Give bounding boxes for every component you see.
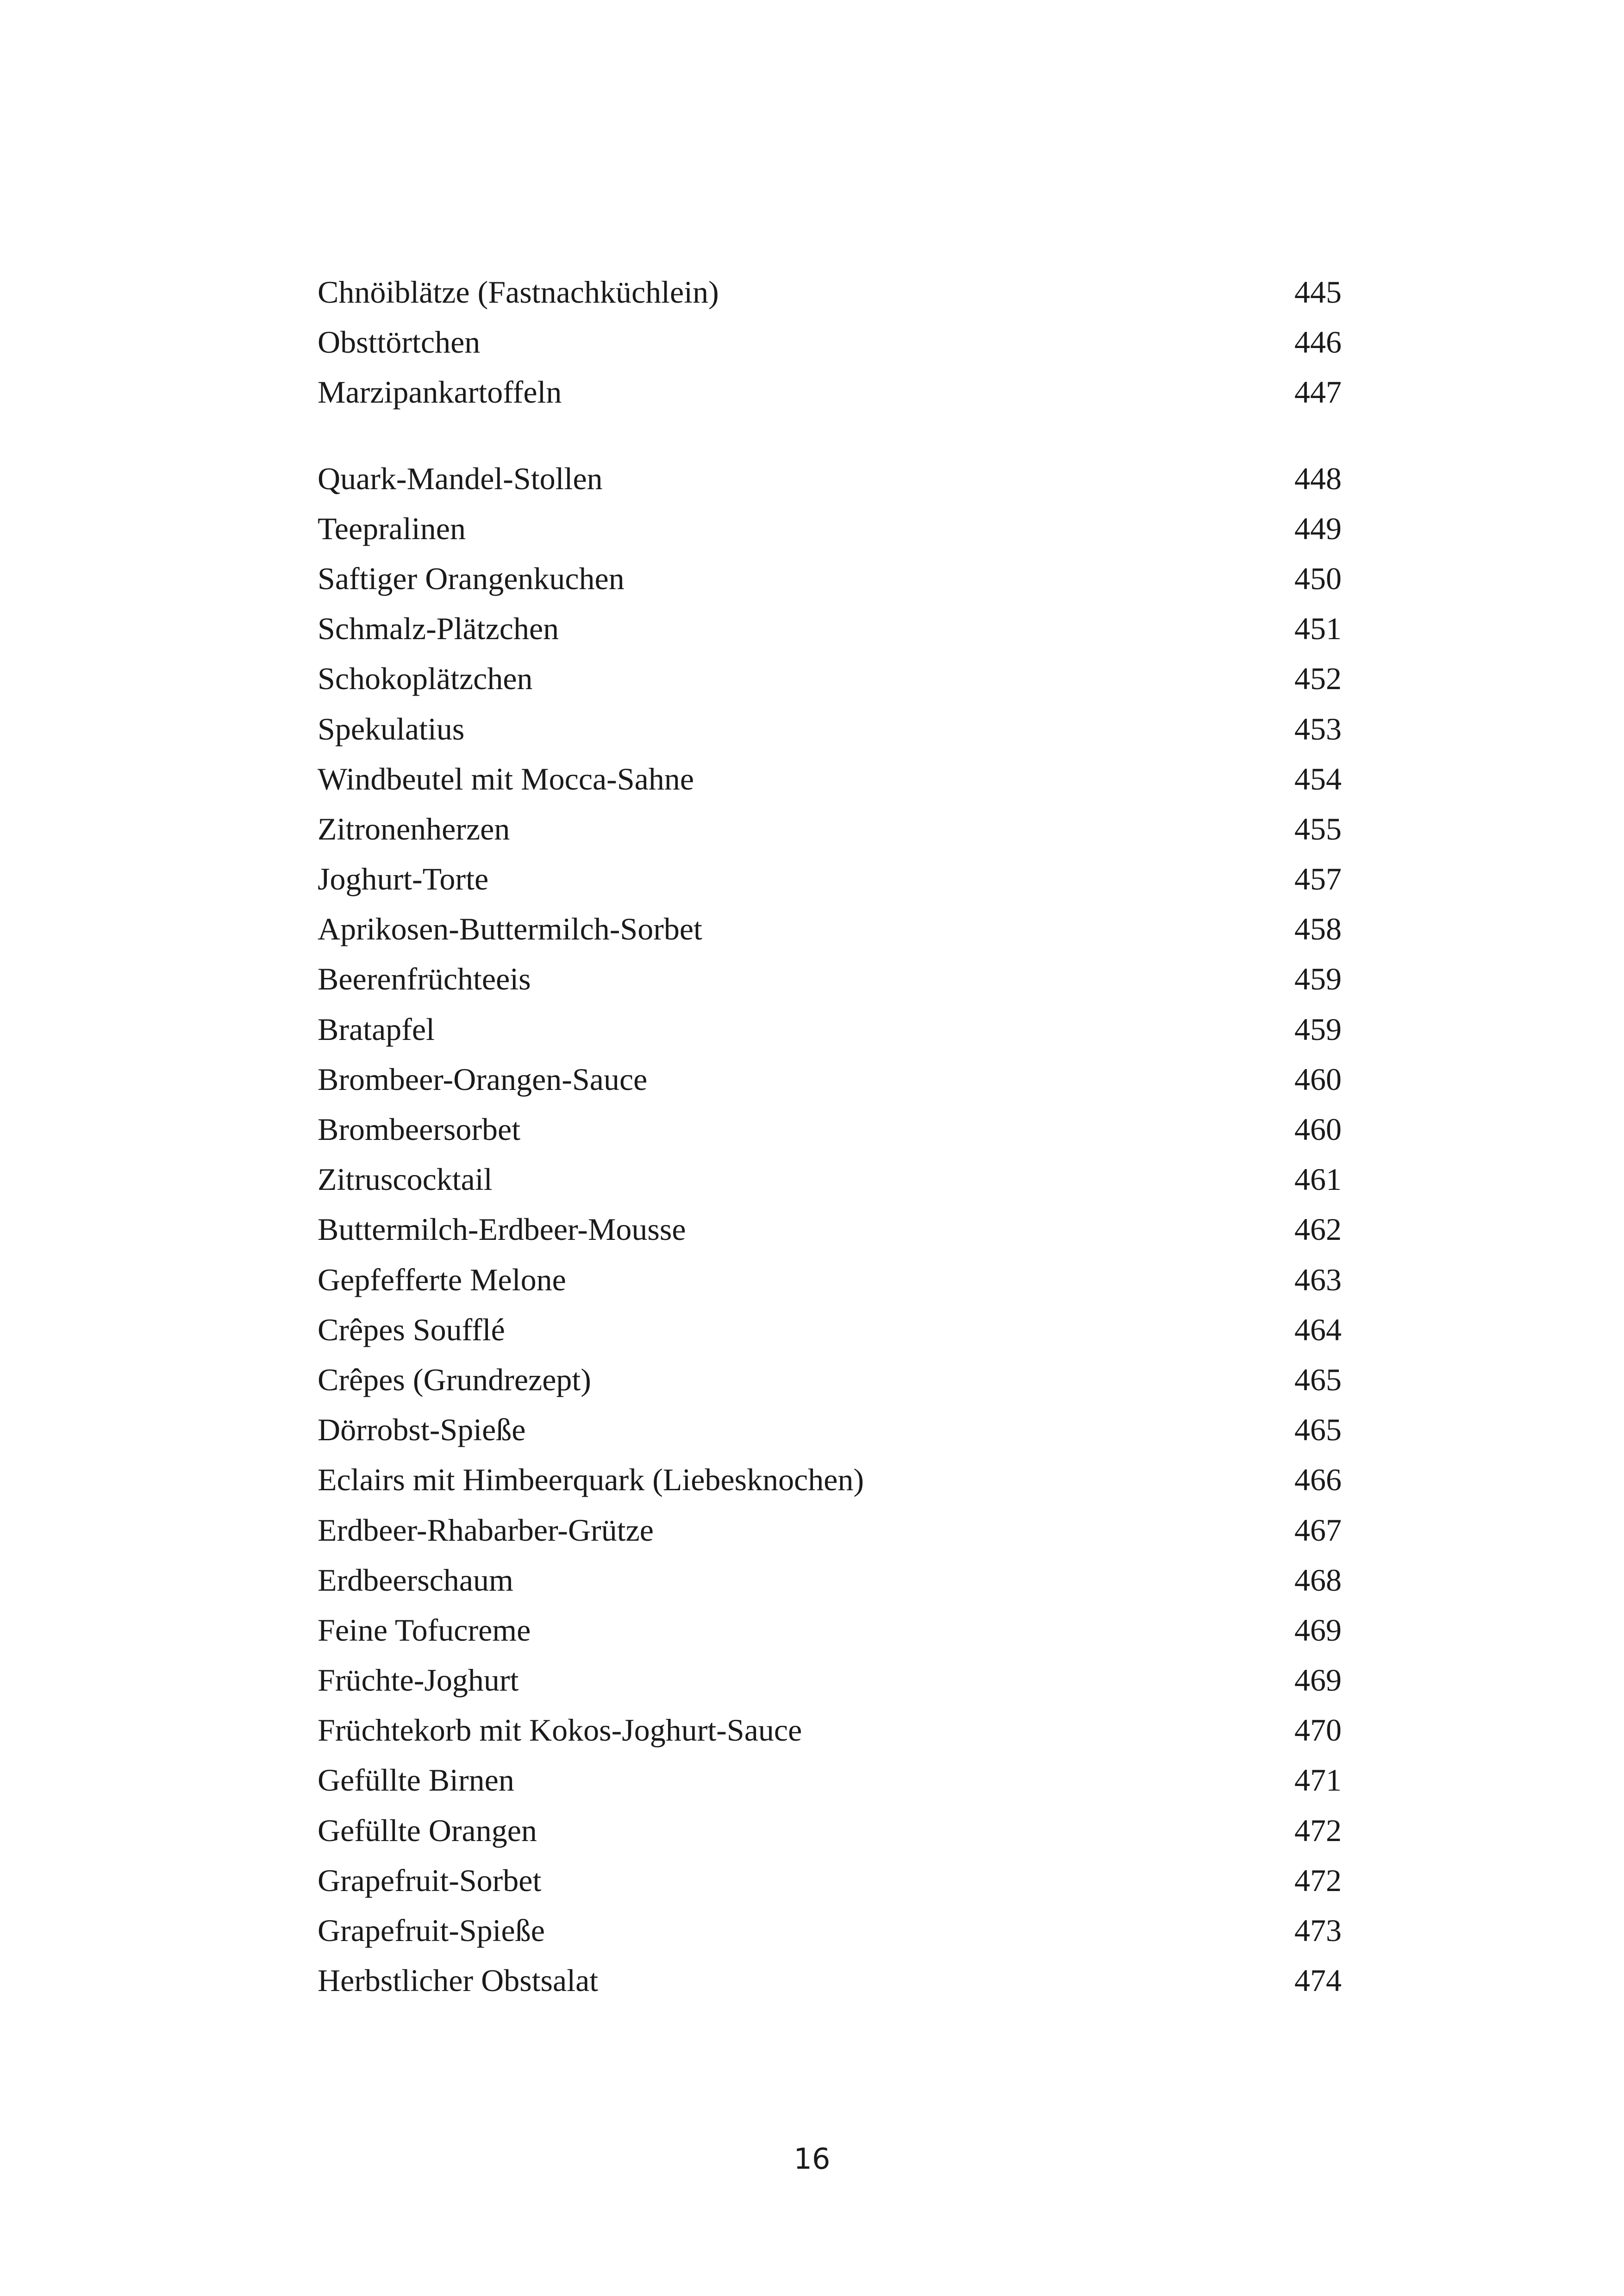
toc-entry [318, 1262, 1342, 1312]
toc-entry-title: Grapefruit-Sorbet [318, 1862, 542, 1898]
toc-entry-page: 465 [1294, 1362, 1342, 1397]
table-of-contents [318, 274, 1342, 2012]
toc-entry-page: 468 [1294, 1562, 1342, 1598]
toc-entry-title: Brombeer-Orangen-Sauce [318, 1061, 648, 1097]
toc-entry-title: Teepralinen [318, 510, 466, 546]
toc-entry-title: Buttermilch-Erdbeer-Mousse [318, 1212, 686, 1247]
toc-entry-title: Spekulatius [318, 711, 465, 747]
toc-entry [318, 1962, 1342, 2012]
toc-entry [318, 374, 1342, 424]
toc-entry [318, 861, 1342, 911]
toc-entry-page: 465 [1294, 1412, 1342, 1448]
toc-entry-title: Erdbeer-Rhabarber-Grütze [318, 1512, 654, 1548]
toc-entry-title: Obsttörtchen [318, 324, 481, 360]
toc-entry [318, 610, 1342, 660]
toc-entry-title: Früchte-Joghurt [318, 1662, 519, 1698]
toc-entry [318, 1061, 1342, 1111]
toc-entry-title: Gepfefferte Melone [318, 1262, 566, 1297]
toc-entry [318, 1362, 1342, 1412]
toc-entry [318, 1312, 1342, 1362]
toc-entry-page: 469 [1294, 1662, 1342, 1698]
toc-entry-page: 458 [1294, 911, 1342, 947]
toc-entry-title: Früchtekorb mit Kokos-Joghurt-Sauce [318, 1712, 802, 1748]
toc-entry [318, 660, 1342, 710]
toc-entry [318, 811, 1342, 861]
toc-entry-title: Erdbeerschaum [318, 1562, 513, 1598]
toc-entry-page: 463 [1294, 1262, 1342, 1297]
toc-entry-page: 446 [1294, 324, 1342, 360]
toc-entry-title: Gefüllte Orangen [318, 1812, 537, 1848]
toc-entry-page: 473 [1294, 1913, 1342, 1948]
toc-entry [318, 1662, 1342, 1712]
toc-entry-page: 452 [1294, 661, 1342, 697]
toc-entry-page: 470 [1294, 1712, 1342, 1748]
toc-entry-title: Quark-Mandel-Stollen [318, 460, 603, 496]
toc-entry [318, 274, 1342, 324]
toc-entry [318, 1161, 1342, 1211]
toc-entry-page: 462 [1294, 1212, 1342, 1247]
toc-entry-page: 451 [1294, 611, 1342, 647]
toc-entry-page: 445 [1294, 274, 1342, 310]
toc-entry-title: Zitruscocktail [318, 1162, 493, 1197]
toc-entry-title: Gefüllte Birnen [318, 1762, 514, 1798]
toc-entry-title: Eclairs mit Himbeerquark (Liebesknochen) [318, 1462, 864, 1498]
toc-entry [318, 761, 1342, 811]
toc-entry-page: 474 [1294, 1963, 1342, 1998]
toc-entry-page: 469 [1294, 1612, 1342, 1648]
toc-entry-title: Marzipankartoffeln [318, 374, 562, 410]
toc-entry-page: 450 [1294, 560, 1342, 596]
toc-entry [318, 460, 1342, 510]
toc-entry-title: Schmalz-Plätzchen [318, 611, 559, 647]
toc-entry-page: 459 [1294, 961, 1342, 997]
toc-entry [318, 1812, 1342, 1862]
toc-entry-page: 448 [1294, 460, 1342, 496]
toc-entry [318, 1512, 1342, 1562]
toc-entry [318, 1562, 1342, 1612]
toc-entry-title: Zitronenherzen [318, 811, 510, 846]
toc-entry-page: 471 [1294, 1762, 1342, 1798]
toc-entry [318, 1612, 1342, 1662]
toc-entry-page: 454 [1294, 761, 1342, 796]
toc-entry-title: Schokoplätzchen [318, 661, 533, 697]
toc-group [318, 274, 1342, 424]
toc-group [318, 460, 1342, 2013]
toc-entry-title: Grapefruit-Spieße [318, 1913, 545, 1948]
toc-entry [318, 1412, 1342, 1462]
toc-entry-page: 460 [1294, 1061, 1342, 1097]
toc-entry-page: 467 [1294, 1512, 1342, 1548]
page-number: 16 [793, 2142, 831, 2176]
toc-entry-page: 472 [1294, 1862, 1342, 1898]
toc-entry-title: Crêpes (Grundrezept) [318, 1362, 591, 1397]
toc-entry-title: Crêpes Soufflé [318, 1312, 505, 1347]
toc-entry [318, 1011, 1342, 1061]
toc-entry-title: Bratapfel [318, 1011, 435, 1047]
toc-entry-page: 453 [1294, 711, 1342, 747]
toc-entry-page: 459 [1294, 1011, 1342, 1047]
toc-entry-page: 447 [1294, 374, 1342, 410]
toc-entry [318, 1712, 1342, 1762]
toc-entry [318, 1111, 1342, 1161]
toc-entry [318, 711, 1342, 761]
toc-entry-page: 464 [1294, 1312, 1342, 1347]
toc-entry-title: Herbstlicher Obstsalat [318, 1963, 599, 1998]
toc-entry-title: Beerenfrüchteeis [318, 961, 531, 997]
toc-entry [318, 1211, 1342, 1261]
toc-entry-page: 472 [1294, 1812, 1342, 1848]
toc-entry [318, 1912, 1342, 1962]
toc-entry-page: 460 [1294, 1112, 1342, 1147]
toc-entry [318, 911, 1342, 961]
toc-entry-page: 457 [1294, 861, 1342, 897]
toc-entry-title: Chnöiblätze (Fastnachküchlein) [318, 274, 719, 310]
toc-entry [318, 560, 1342, 610]
toc-entry-page: 461 [1294, 1162, 1342, 1197]
toc-entry-title: Windbeutel mit Mocca-Sahne [318, 761, 694, 796]
toc-entry [318, 961, 1342, 1011]
toc-entry-title: Brombeersorbet [318, 1112, 521, 1147]
toc-entry-title: Aprikosen-Buttermilch-Sorbet [318, 911, 702, 947]
toc-entry-title: Dörrobst-Spieße [318, 1412, 526, 1448]
toc-entry-title: Feine Tofucreme [318, 1612, 531, 1648]
toc-entry [318, 510, 1342, 560]
toc-entry [318, 1862, 1342, 1912]
toc-entry-title: Saftiger Orangenkuchen [318, 560, 625, 596]
toc-entry [318, 1762, 1342, 1812]
toc-entry-page: 466 [1294, 1462, 1342, 1498]
toc-entry-page: 455 [1294, 811, 1342, 846]
toc-entry [318, 1462, 1342, 1512]
toc-entry [318, 324, 1342, 374]
toc-entry-title: Joghurt-Torte [318, 861, 489, 897]
toc-entry-page: 449 [1294, 510, 1342, 546]
